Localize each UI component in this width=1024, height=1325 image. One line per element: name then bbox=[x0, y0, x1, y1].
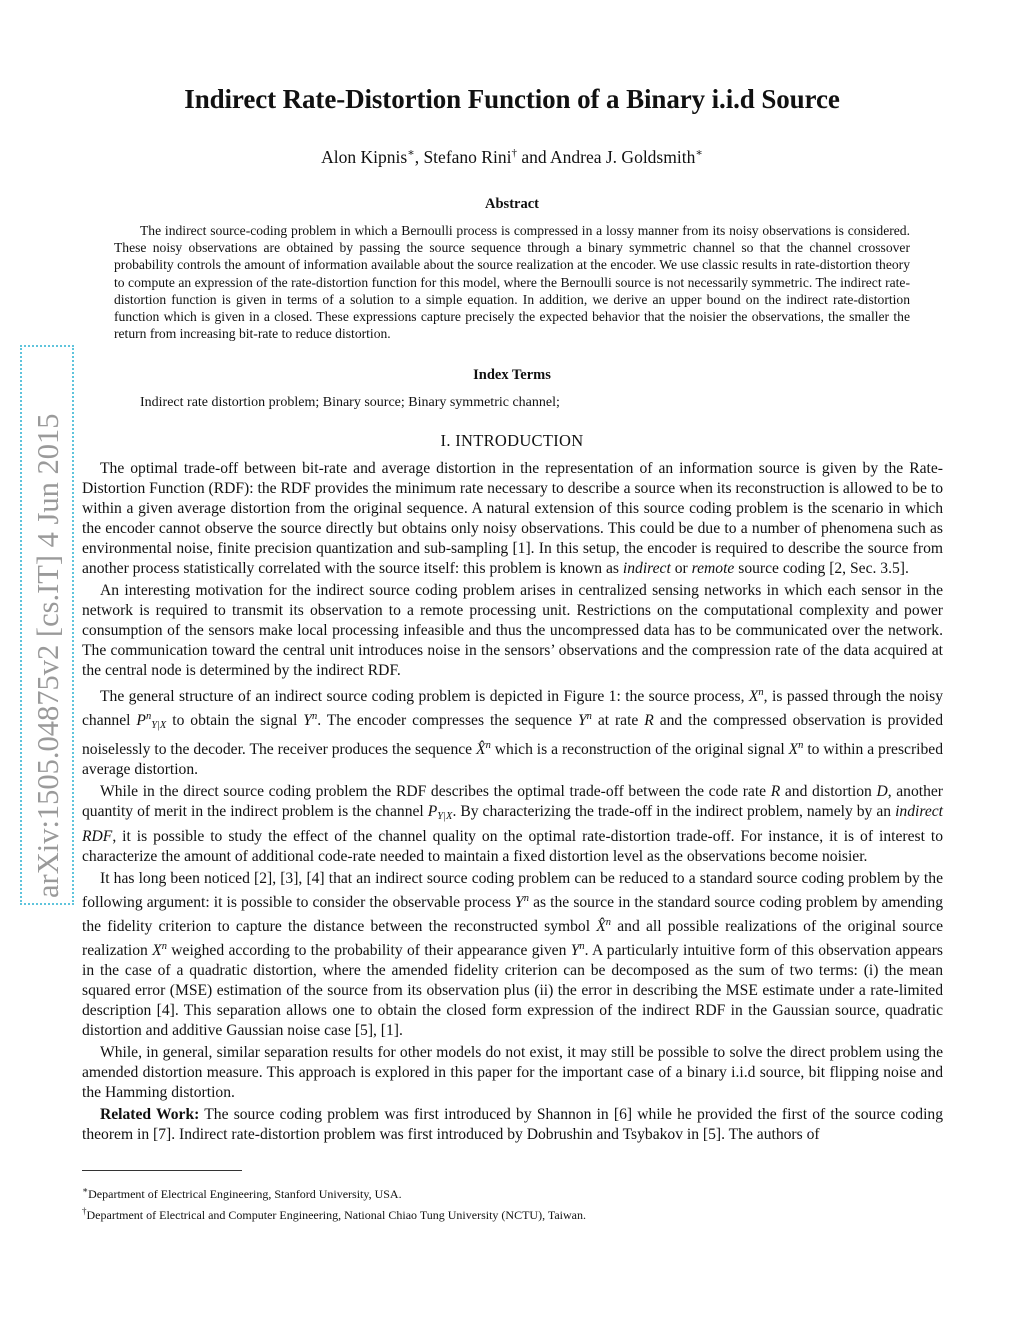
affiliation-mark: † bbox=[511, 147, 517, 159]
math-symbol: X̂$^n$ bbox=[596, 917, 612, 935]
arxiv-stamp-graphic bbox=[20, 345, 74, 905]
math-symbol: D bbox=[876, 783, 888, 800]
paragraph-text: to obtain the signal bbox=[166, 712, 304, 729]
arxiv-stamp-text: arXiv:1505.04875v2 [cs.IT] 4 Jun 2015 bbox=[31, 413, 65, 898]
math-symbol: R bbox=[644, 712, 654, 729]
paragraph-text: , it is possible to study the effect of the channel quality on the optimal rate-distortion trade-off. For instance, it is of interest to characterize the amount of additional code-rate needed to maintain a fixed distortion level as the observations become noisier. bbox=[82, 828, 943, 865]
paragraph-text: as the source in the standard source coding problem by amending the fidelity criterion to capture the distance between the reconstructed symbol bbox=[82, 894, 943, 935]
paragraph-text: . The encoder compresses the sequence bbox=[317, 712, 578, 729]
paragraph-text: and the compressed observation is provided noiselessly to the decoder. The receiver produces the sequence bbox=[82, 712, 944, 758]
emphasis-text: indirect RDF bbox=[82, 803, 944, 845]
author-name: Alon Kipnis bbox=[321, 146, 408, 167]
affiliation-mark: ∗ bbox=[695, 147, 703, 159]
emphasis-text: remote bbox=[691, 560, 735, 577]
paragraph-text: . By characterizing the trade-off in the indirect problem, namely by an bbox=[452, 803, 896, 820]
author-name: Stefano Rini bbox=[423, 146, 512, 167]
paragraph-text: It has long been noticed [2], [3], [4] that an indirect source coding problem can be reduced to a standard source coding problem by the following argument: it is possible to consider the observable process bbox=[82, 870, 943, 911]
paragraph-text: The general structure of an indirect source coding problem is depicted in Figure 1: the source process, bbox=[100, 688, 749, 705]
paragraph-text: which is a reconstruction of the original signal bbox=[490, 741, 789, 758]
footnote-divider bbox=[82, 1170, 242, 1171]
math-symbol: $Y^n$ bbox=[515, 893, 529, 911]
paragraph-text: The source coding problem was first introduced by Shannon in [6] while he provided the first of the source coding theorem in [7]. Indirect rate-distortion problem was first introduced by Dobrushin and Tsybakov in [5]. The authors of bbox=[82, 1106, 943, 1143]
author-separator: , bbox=[414, 146, 424, 167]
paragraph-text: While in the direct source coding problem the RDF describes the optimal trade-off between the code rate bbox=[100, 783, 771, 800]
abstract-text: The indirect source-coding problem in which a Bernoulli process is compressed in a lossy manner from its noisy observations is considered. These noisy observations are obtained by passing the source sequence through a binary symmetric channel so that the channel crossover probability controls the amount of information available about the source realization at the encoder. We use classic results in rate-distortion theory to compute an expression of the rate-distortion function for this model, where the Bernoulli source is not necessarily symmetric. The indirect rate-distortion function is given in terms of a solution to a simple equation. In addition, we derive an upper bound on the indirect rate-distortion function which is given in a closed. These expressions capture precisely the expected behavior that the noisier the observations, the smaller the return from increasing bit-rate to reduce distortion. bbox=[114, 223, 910, 342]
math-symbol: $P^n_{Y|X}$ bbox=[136, 711, 167, 731]
author-line bbox=[0, 146, 1024, 168]
paragraph bbox=[82, 1105, 943, 1145]
index-terms-heading: Index Terms bbox=[473, 367, 551, 383]
index-terms-text: Indirect rate distortion problem; Binary source; Binary symmetric channel; bbox=[140, 395, 560, 410]
emphasis-text: indirect bbox=[622, 560, 671, 577]
paragraph bbox=[82, 782, 943, 867]
paragraph bbox=[82, 869, 943, 1041]
author-name: Andrea J. Goldsmith bbox=[550, 146, 696, 167]
arxiv-stamp bbox=[20, 345, 74, 905]
paragraph: While, in general, similar separation results for other models do not exist, it may still be possible to solve the direct problem using the amended distortion measure. This approach is explored in this paper for the important case of a binary i.i.d source, bit flipping noise and the Hamming distortion. bbox=[82, 1044, 943, 1101]
footnotes bbox=[82, 1182, 943, 1223]
section-heading: I. INTRODUCTION bbox=[440, 431, 584, 450]
paragraph-text: and all possible realizations of the original source realization bbox=[82, 918, 944, 959]
math-symbol: $X^n$ bbox=[748, 687, 764, 705]
paragraph-text: at rate bbox=[591, 712, 645, 729]
footnote-mark: † bbox=[82, 1205, 87, 1216]
footnote bbox=[82, 1203, 943, 1224]
math-symbol: $P_{Y|X}$ bbox=[427, 803, 453, 822]
paragraph-text: weighed according to the probability of their appearance given bbox=[166, 942, 571, 959]
paragraph-text: or bbox=[670, 560, 692, 577]
paragraph bbox=[82, 459, 943, 579]
affiliation-mark: ∗ bbox=[407, 147, 415, 159]
paragraph-text: to within a prescribed average distortion. bbox=[82, 741, 943, 778]
footnote bbox=[82, 1182, 943, 1203]
footnote-text: Department of Electrical and Computer Engineering, National Chiao Tung University (NCTU), Taiwan. bbox=[86, 1207, 586, 1222]
math-symbol: X̂$^n$ bbox=[476, 740, 491, 758]
paragraph-text: The optimal trade-off between bit-rate and average distortion in the representation of an information source is given by the Rate-Distortion Function (RDF): the RDF provides the minimum rate necessary to describe a source when its reconstruction is allowed to be to within a given average distortion from the original sequence. A natural extension of this source coding problem is the scenario in which the encoder cannot observe the source directly but obtains only noisy observations. This could be due to a number of phenomena such as environmental noise, finite precision quantization and sub-sampling [1]. In this setup, the encoder is required to describe the source from another process statistically correlated with the source itself: this problem is known as bbox=[82, 460, 943, 577]
paragraph-label: Related Work: bbox=[100, 1106, 200, 1123]
math-symbol: $Y^n$ bbox=[577, 711, 592, 729]
paragraph-text: and distortion bbox=[780, 783, 877, 800]
paragraph-text: , another quantity of merit in the indirect problem is the channel bbox=[82, 783, 943, 820]
paragraph bbox=[82, 683, 943, 780]
math-symbol: $Y^n$ bbox=[303, 711, 318, 729]
footnote-text: Department of Electrical Engineering, Stanford University, USA. bbox=[88, 1187, 402, 1201]
paragraph: An interesting motivation for the indirect source coding problem arises in centralized sensing networks in which each sensor in the network is required to transmit its observation to a remote processing unit. Restrictions on the computational complexity and power consumption of the sensors make local processing infeasible and thus the uncompressed data has to be communicated over the network. The communication toward the central unit introduces noise in the sensors’ observations and the compression rate of the data acquired at the central node is determined by the indirect RDF. bbox=[82, 582, 943, 679]
paragraph-text: source coding [2, Sec. 3.5]. bbox=[734, 560, 909, 577]
math-symbol: $X^n$ bbox=[788, 740, 804, 758]
abstract-heading: Abstract bbox=[485, 196, 539, 212]
author-separator: and bbox=[516, 146, 550, 167]
math-symbol: $X^n$ bbox=[152, 941, 167, 959]
paragraph-text: . A particularly intuitive form of this observation appears in the case of a quadratic distortion, where the amended fidelity criterion can be decomposed as the sum of two terms: (i) the mean squared error (MSE) estimation of the source from its observation plus (ii) the error in describing the MSE estimate under a rate-limited description [4]. This separation allows one to obtain the closed form expression of the indirect RDF in the Gaussian source, quadratic distortion and additive Gaussian noise case [5], [1]. bbox=[82, 942, 943, 1039]
math-symbol: R bbox=[770, 783, 781, 800]
footnote-mark: ∗ bbox=[82, 1185, 89, 1195]
paragraph-text: , is passed through the noisy channel bbox=[82, 688, 944, 729]
paper-title: Indirect Rate-Distortion Function of a Binary i.i.d Source bbox=[184, 84, 840, 114]
section-body bbox=[82, 459, 943, 1145]
math-symbol: $Y^n$ bbox=[570, 941, 585, 959]
